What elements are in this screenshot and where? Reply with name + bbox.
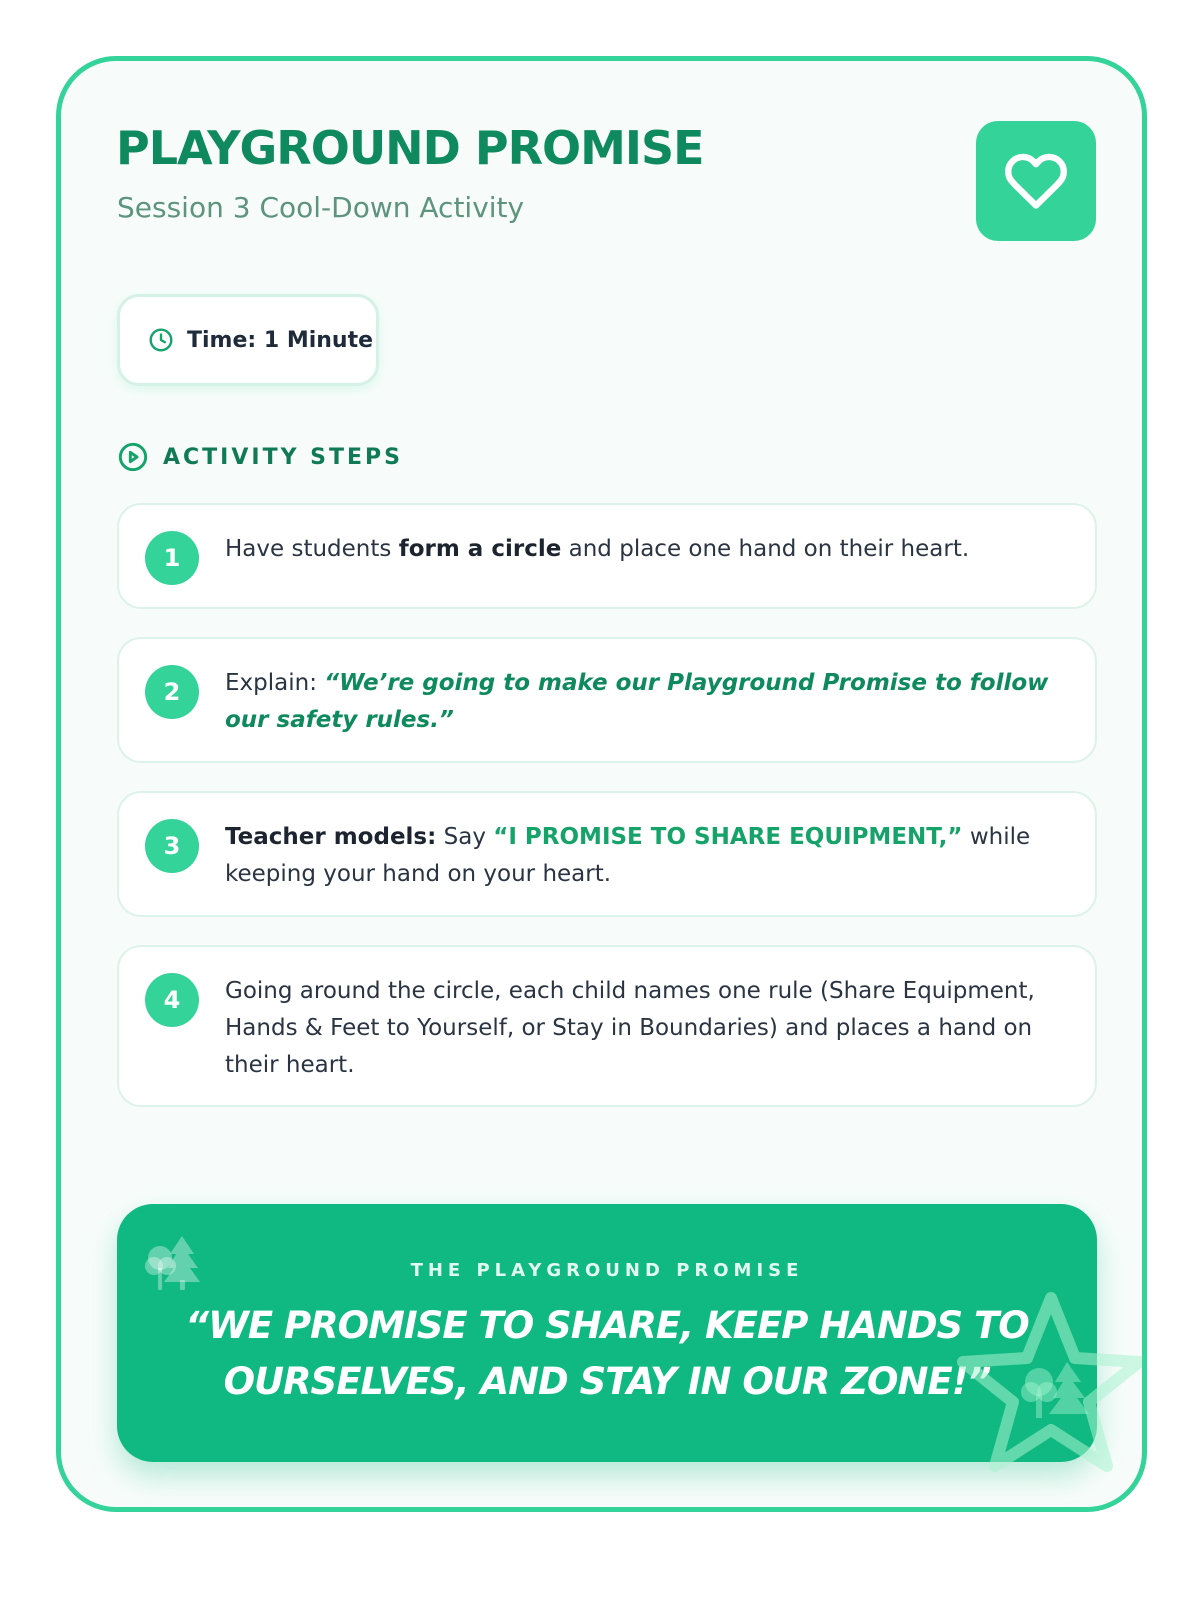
step-text [225,531,1065,568]
step-number: 4 [145,973,199,1027]
step-number: 3 [145,819,199,873]
step-text [225,819,1065,893]
step-text: Going around the circle, each child names one rule (Share Equipment, Hands & Feet to Yourself, or Stay in Boundaries) and places a hand on their heart. [225,978,1035,1078]
step-text-part: Say [436,824,494,850]
step-item-4 [117,945,1097,1107]
page-subtitle: Session 3 Cool-Down Activity [117,191,525,224]
section-label: ACTIVITY STEPS [163,444,404,470]
step-text-part: while keeping your hand on your heart. [225,824,1031,887]
banner-quote: “WE PROMISE TO SHARE, KEEP HANDS TO OURSELVES, AND STAY IN OUR ZONE!” [185,1304,1029,1403]
time-badge [117,294,379,386]
heart-badge [976,121,1096,241]
step-item-3 [117,791,1097,917]
step-highlight: “I PROMISE TO SHARE EQUIPMENT,” [493,824,963,850]
step-number: 2 [145,665,199,719]
star-icon [951,1286,1147,1486]
step-text [225,665,1065,739]
step-text-part: Have students [225,536,399,562]
step-number: 1 [145,531,199,585]
heart-icon [1004,149,1068,213]
activity-steps-heading [117,441,403,473]
step-item-1 [117,503,1097,609]
step-item-2 [117,637,1097,763]
step-quote: “We’re going to make our Playground Promise to follow our safety rules.” [225,670,1049,733]
promise-banner [117,1204,1097,1462]
step-text-bold: Teacher models: [225,824,437,850]
step-text-bold: form a circle [398,536,562,562]
step-text-part: and place one hand on their heart. [561,536,970,562]
step-text-part: Explain: [225,670,325,696]
page-title: PLAYGROUND PROMISE [116,121,704,175]
time-label: Time: 1 Minute [187,327,374,353]
clock-icon [148,327,174,353]
play-circle-icon [117,441,149,473]
banner-kicker: THE PLAYGROUND PROMISE [410,1260,804,1281]
activity-card [56,56,1147,1512]
